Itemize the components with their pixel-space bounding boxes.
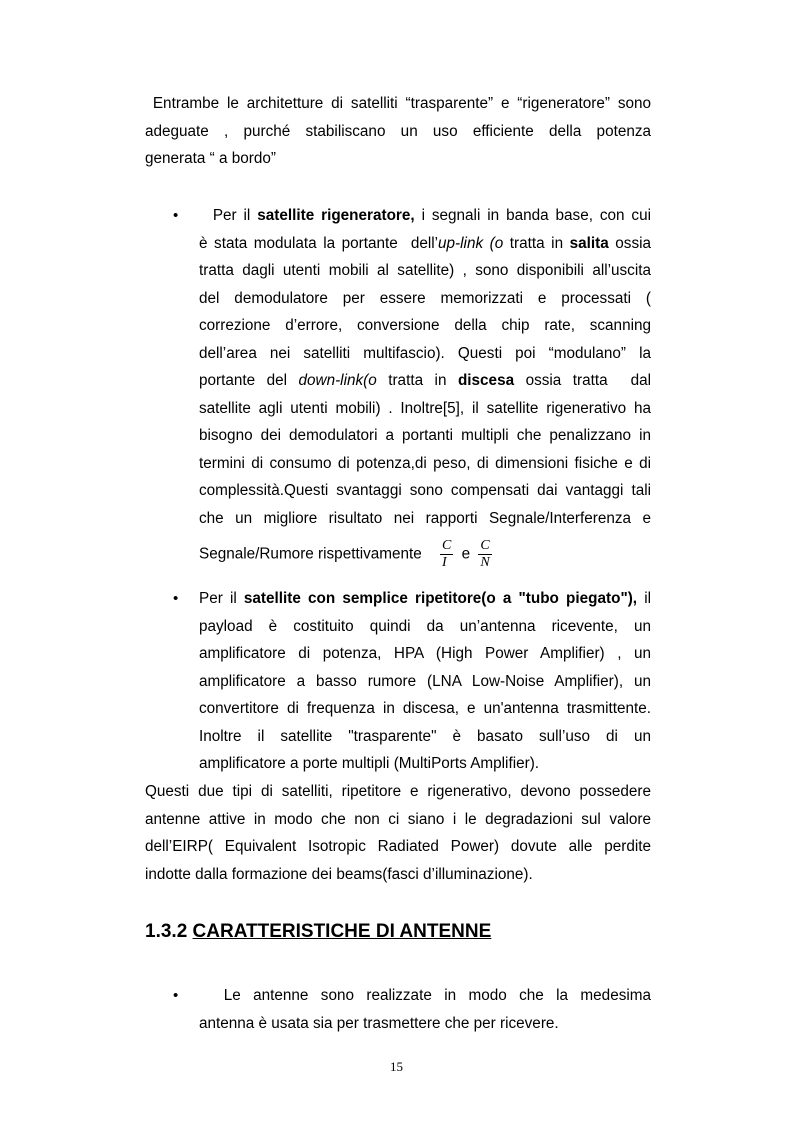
page-number: 15 (390, 1059, 403, 1074)
para2-line-2: antenne attive in modo che non ci siano i le degradazioni sul valore (145, 810, 651, 828)
para2-line-4: indotte dalla formazione dei beams(fasci d’illuminazione). (145, 865, 533, 883)
bullet2-line-3: amplificatore di potenza, HPA (High Power Amplifier) , un (199, 645, 651, 662)
bullet3-line-2: antenna è usata sia per trasmettere che per ricevere. (199, 1014, 559, 1032)
bullet2-line-2: payload è costituito quindi da un’antenna ricevente, un (199, 617, 651, 635)
bullet1-line-9: bisogno dei demodulatori a portanti multipli che penalizzano in (199, 427, 651, 444)
bullet1-line-4: del demodulatore per essere memorizzati e processati ( (199, 289, 651, 307)
bullet1-line-3: tratta dagli utenti mobili al satellite) , sono disponibili all’uscita (199, 262, 651, 279)
fraction-c-over-i: $\frac{C}{I}$ (442, 538, 452, 570)
bullet2-line-1: Per il satellite con semplice ripetitore(o a "tubo piegato"), il (199, 590, 651, 607)
bullet-text (199, 585, 651, 778)
bullet3-line-1: Le antenne sono realizzate in modo che la medesima (199, 987, 651, 1004)
bullet1-line-8: satellite agli utenti mobili) . Inoltre[5], il satellite rigenerativo ha (199, 399, 651, 417)
bullet1-line-7: portante del down-link(o tratta in discesa ossia tratta dal (199, 372, 652, 389)
bullet2-line-5: convertitore di frequenza in discesa, e un'antenna trasmittente. (199, 700, 651, 717)
bullet1-line-6: dell’area nei satelliti multifascio). Questi poi “modulano” la (199, 344, 651, 362)
bullet2-line-7: amplificatore a porte multipli (MultiPorts Amplifier). (199, 755, 540, 772)
intro-paragraph (145, 90, 651, 173)
intro-line-2: adeguate , purché stabiliscano un uso efficiente della potenza (145, 122, 651, 140)
bullet2-line-6: Inoltre il satellite "trasparente" è basato sull’uso di un (199, 727, 651, 745)
bullet1-line-11: complessità.Questi svantaggi sono compensati dai vantaggi tali (199, 482, 651, 499)
bullet1-line-1: Per il satellite rigeneratore, i segnali in banda base, con cui (199, 207, 651, 224)
para2-line-1: Questi due tipi di satelliti, ripetitore e rigenerativo, devono possedere (145, 783, 651, 800)
bullet1-line-13: Segnale/Rumore rispettivamente $\frac{C}{I}$ e $\frac{C}{N}$ (199, 538, 490, 570)
bullet-text (199, 202, 651, 571)
intro-line-3: generata “ a bordo” (145, 150, 276, 167)
bullet1-line-10: termini di consumo di potenza,di peso, di dimensioni fisiche e di (199, 454, 651, 472)
bullet-marker: • (173, 207, 179, 224)
section-heading (145, 918, 491, 946)
bullet1-line-2: è stata modulata la portante dell’up-link (o tratta in salita ossia (199, 234, 651, 252)
intro-line-1: Entrambe le architetture di satelliti “trasparente” e “rigeneratore” sono (145, 95, 651, 112)
bullet-marker: • (173, 987, 179, 1004)
bullet-marker: • (173, 590, 179, 607)
bullet1-line-5: correzione d’errore, conversione della chip rate, scanning (199, 317, 651, 334)
bullet1-line-12: che un migliore risultato nei rapporti Segnale/Interferenza e (199, 509, 651, 527)
bullet2-line-4: amplificatore a basso rumore (LNA Low-Noise Amplifier), un (199, 672, 651, 690)
heading-title: CARATTERISTICHE DI ANTENNE (192, 921, 492, 942)
heading-number: 1.3.2 (145, 921, 193, 942)
eirp-paragraph (145, 778, 651, 888)
para2-line-3: dell’EIRP( Equivalent Isotropic Radiated Power) dovute alle perdite (145, 838, 651, 855)
fraction-c-over-n: $\frac{C}{N}$ (480, 538, 490, 570)
bullet-text (199, 982, 651, 1037)
